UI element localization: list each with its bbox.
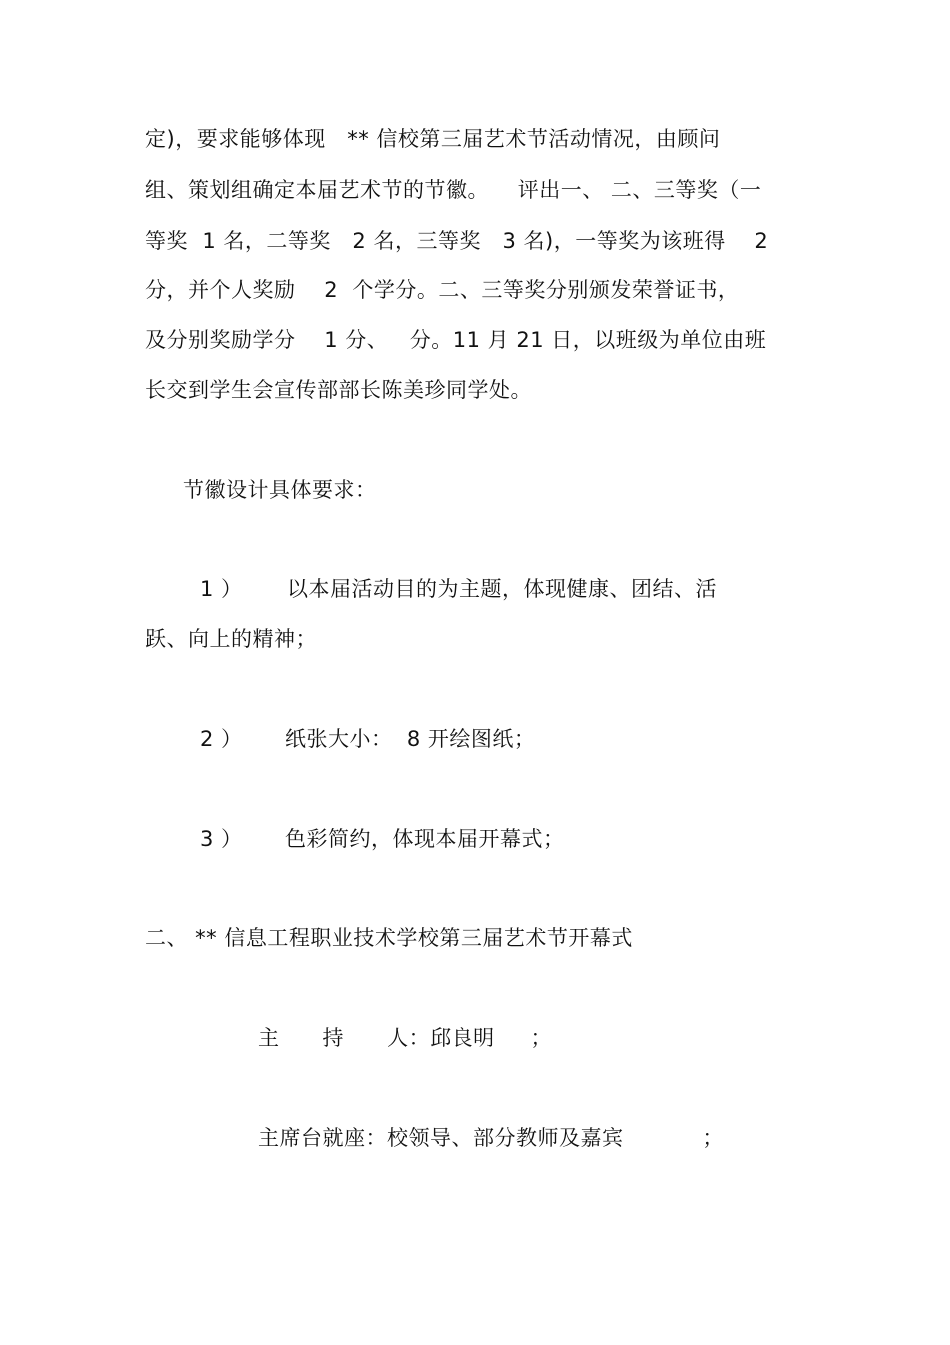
item-1-continuation: 跃、向上的精神； [145, 627, 317, 651]
item-1-text: 以本届活动目的为主题，体现健康、团结、活 [287, 577, 717, 601]
paragraph-line-2: 组、策划组确定本届艺术节的节徽。 评出一、 二、三等奖（一 [145, 178, 762, 202]
item-2-number: 2 ） [200, 727, 243, 751]
item-1-number: 1 ） [200, 577, 243, 601]
paragraph-line-4: 分，并个人奖励 2 个学分。二、三等奖分别颁发荣誉证书， [145, 278, 740, 302]
paragraph-line-1: 定)，要求能够体现 ** 信校第三届艺术节活动情况，由顾问 [145, 127, 721, 151]
paragraph-line-5: 及分别奖励学分 1 分、 分。11 月 21 日，以班级为单位由班 [145, 328, 767, 352]
section-2-heading: 二、 ** 信息工程职业技术学校第三届艺术节开幕式 [145, 926, 633, 950]
seating-line: 主席台就座：校领导、部分教师及嘉宾 ； [258, 1126, 724, 1150]
item-3-number: 3 ） [200, 827, 243, 851]
item-2-text: 纸张大小： 8 开绘图纸； [285, 727, 536, 751]
paragraph-line-3: 等奖 1 名，二等奖 2 名，三等奖 3 名)，一等奖为该班得 2 [145, 229, 769, 253]
host-line: 主 持 人：邱良明 ； [258, 1026, 552, 1050]
item-3-text: 色彩简约，体现本届开幕式； [285, 827, 565, 851]
paragraph-line-6: 长交到学生会宣传部部长陈美珍同学处。 [145, 378, 532, 402]
requirements-heading: 节徽设计具体要求： [183, 478, 377, 502]
